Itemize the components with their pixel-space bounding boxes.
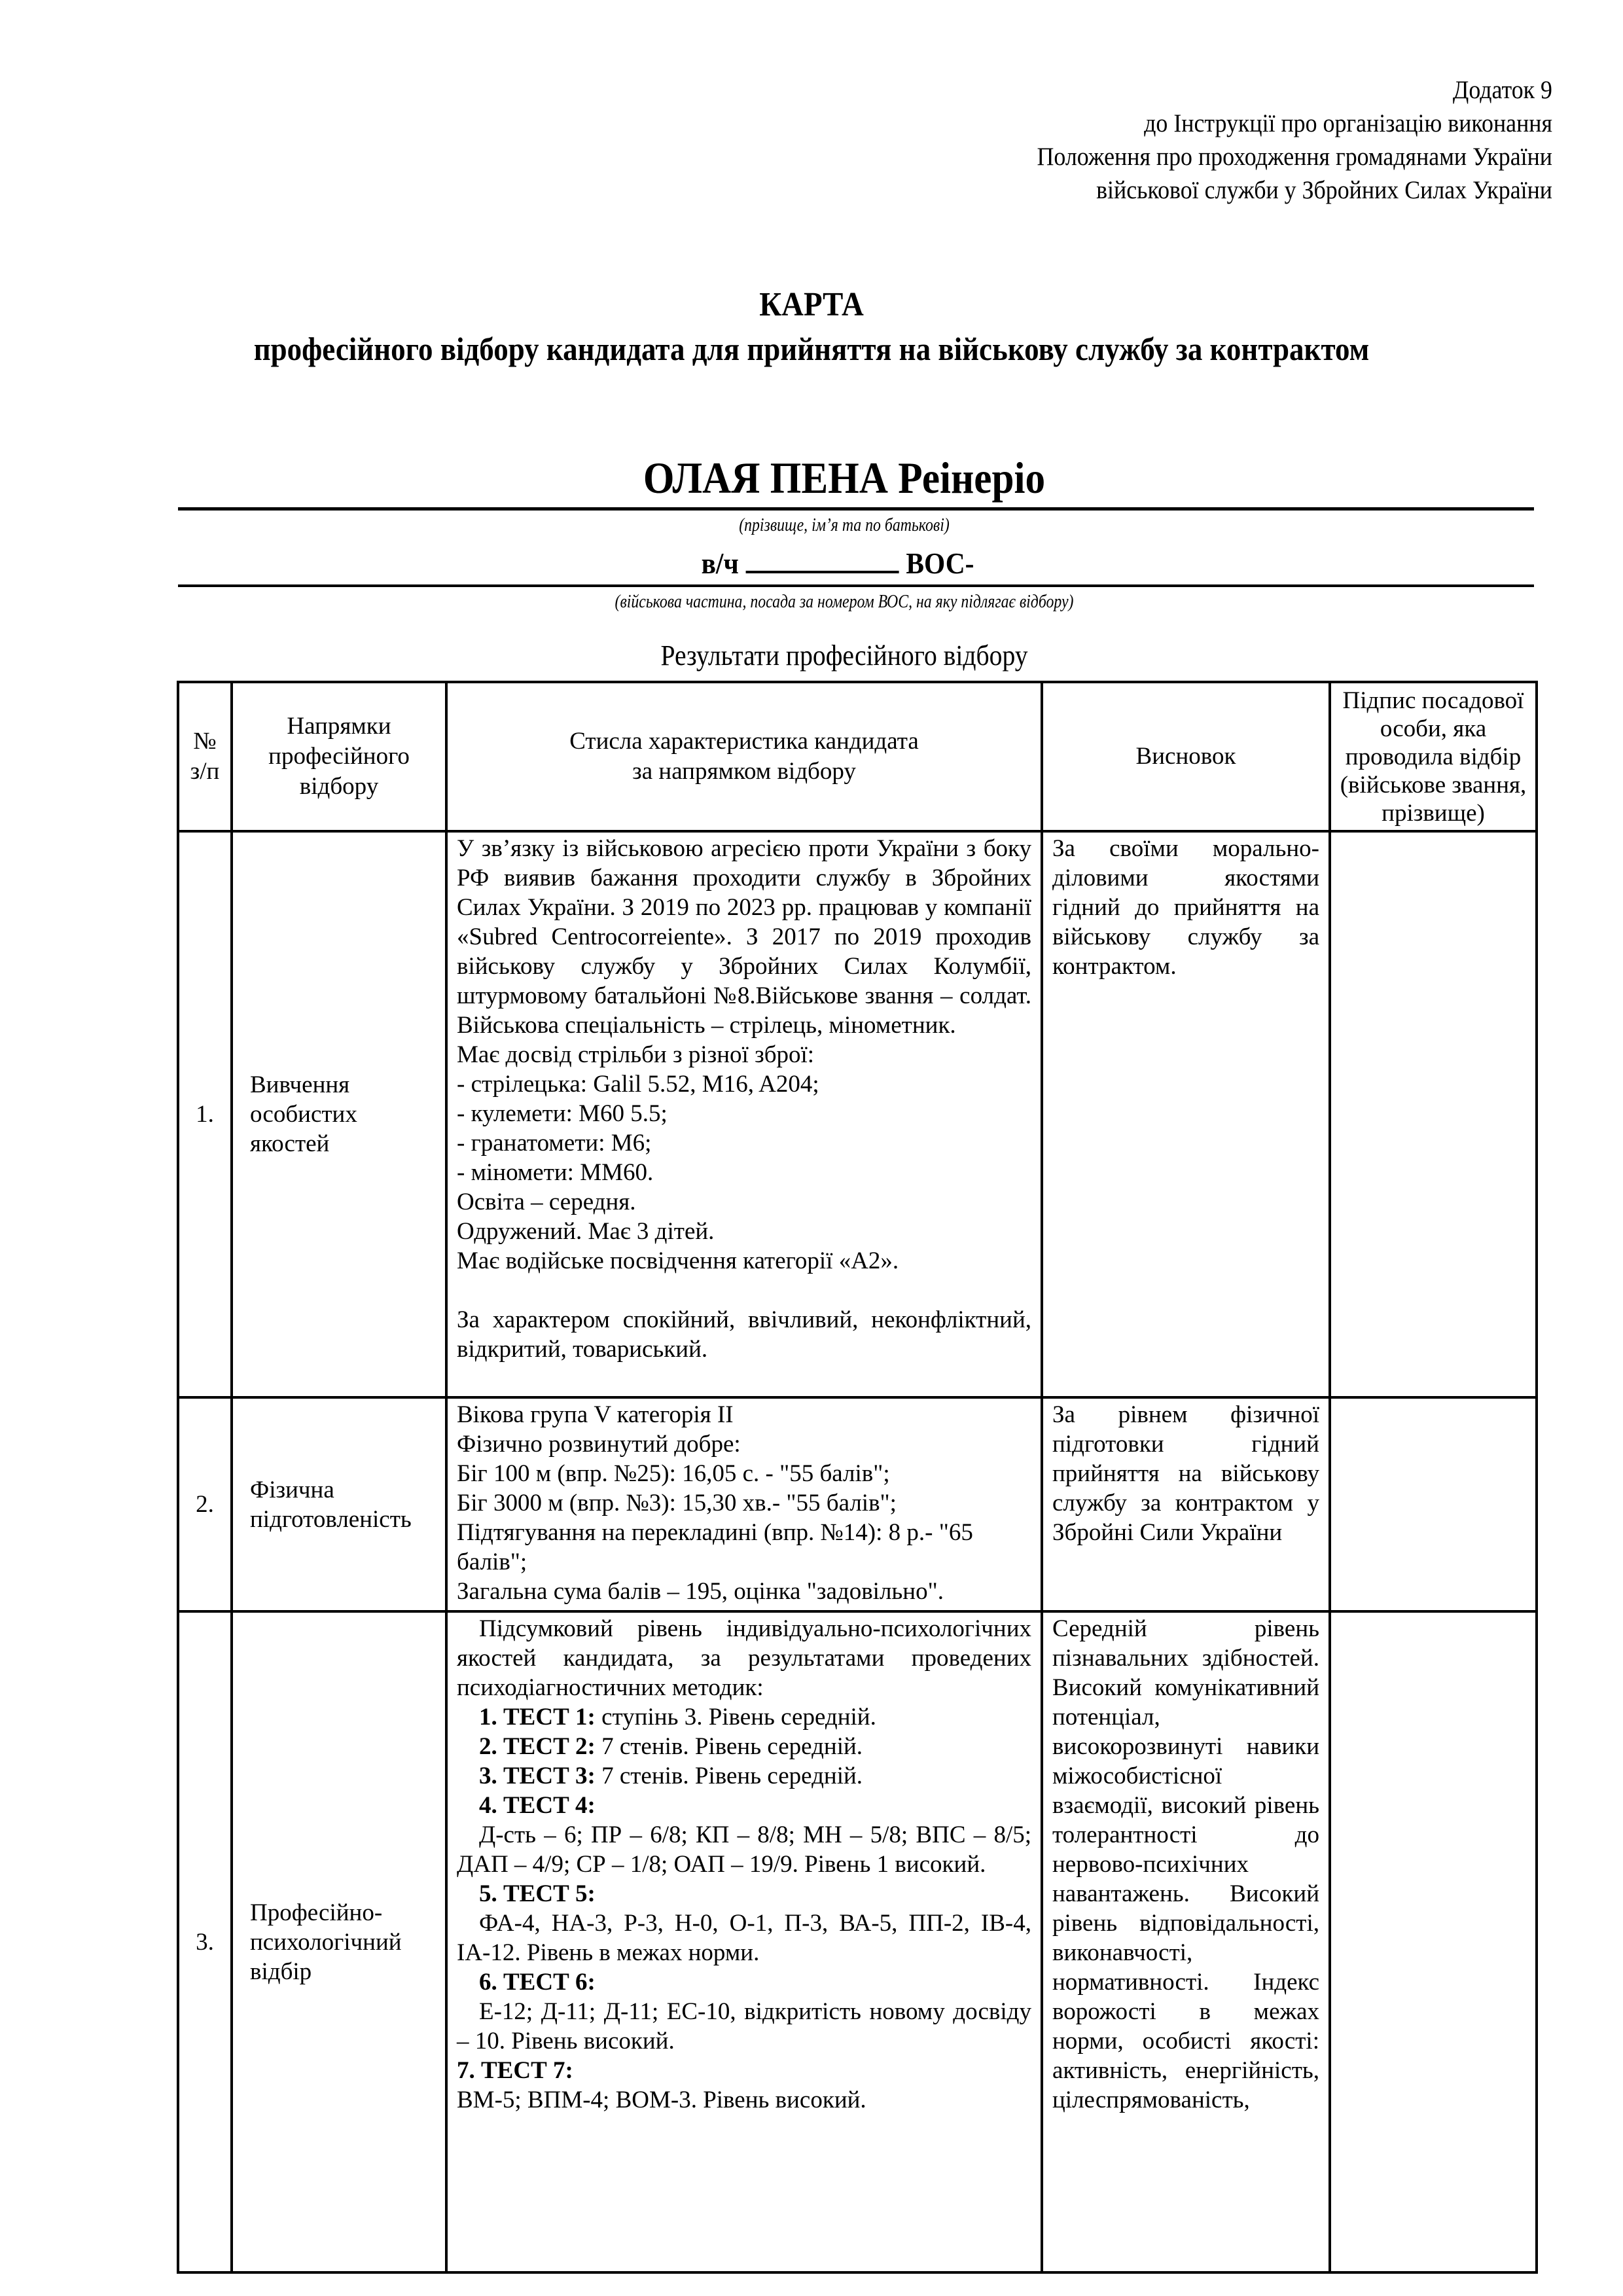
characteristic-line: - міномети: MM60. bbox=[457, 1159, 654, 1186]
direction-text: підготовленість bbox=[250, 1505, 412, 1533]
unit-field[interactable] bbox=[746, 545, 899, 573]
header-text: проводила відбір bbox=[1345, 743, 1522, 770]
test-detail: Е-12; Д-11; Д-11; ЕС-10, відкритість новому досвіду – 10. Рівень високий. bbox=[457, 1998, 1031, 2054]
row-direction bbox=[232, 831, 446, 1397]
annex-line: військової служби у Збройних Силах України bbox=[1096, 176, 1552, 204]
direction-text: Вивчення bbox=[250, 1071, 350, 1098]
characteristic-line: Вікова група V категорія ІІ bbox=[457, 1401, 734, 1428]
direction-text: якостей bbox=[250, 1130, 330, 1157]
annex-line: Додаток 9 bbox=[1452, 76, 1552, 104]
test-label: 7. ТЕСТ 7: bbox=[457, 2057, 573, 2084]
header-direction bbox=[232, 682, 446, 831]
header-text: особи, яка bbox=[1380, 715, 1487, 742]
characteristic-character: За характером спокійний, ввічливий, неконфліктний, відкритий, товариський. bbox=[457, 1306, 1031, 1363]
header-signature bbox=[1330, 682, 1537, 831]
header-text: за напрямком відбору bbox=[632, 758, 856, 785]
direction-text: особистих bbox=[250, 1101, 357, 1128]
test-detail: ФА-4, НА-3, Р-3, Н-0, О-1, П-3, ВА-5, ПП-2, ІВ-4, ІА-12. Рівень в межах норми. bbox=[457, 1910, 1031, 1966]
row-characteristic bbox=[446, 1397, 1042, 1611]
test-label: 6. ТЕСТ 6: bbox=[479, 1969, 596, 1996]
name-caption: (прізвище, ім’я та по батькові) bbox=[739, 515, 950, 535]
name-underline bbox=[178, 507, 1534, 511]
characteristic-line: - стрілецька: Galil 5.52, M16, A204; bbox=[457, 1071, 819, 1098]
characteristic-line: - гранатомети: M6; bbox=[457, 1130, 652, 1157]
test-label: 3. ТЕСТ 3: bbox=[479, 1763, 596, 1789]
row-characteristic bbox=[446, 831, 1042, 1397]
direction-text: Фізична bbox=[250, 1476, 334, 1503]
row-direction bbox=[232, 1397, 446, 1611]
annex-line: до Інструкції про організацію виконання bbox=[1144, 109, 1552, 137]
header-text: (військове звання, bbox=[1340, 771, 1527, 798]
row-conclusion bbox=[1042, 1611, 1330, 2272]
unit-caption: (військова частина, посада за номером ВОС, на яку підлягає відбору) bbox=[615, 592, 1074, 612]
vos-label: ВОС- bbox=[906, 547, 974, 580]
characteristic-line: Підтягування на перекладині (впр. №14): 8 р.- "65 балів"; bbox=[457, 1519, 973, 1575]
characteristic-line: Біг 3000 м (впр. №3): 15,30 хв.- "55 балів"; bbox=[457, 1490, 897, 1516]
row-number: 3. bbox=[178, 1611, 232, 2272]
table-row bbox=[178, 1611, 1537, 2272]
unit-underline bbox=[178, 584, 1534, 587]
test-detail: ВМ-5; ВПМ-4; ВОМ-3. Рівень високий. bbox=[457, 2087, 866, 2113]
conclusion-text: За рівнем фізичної підготовки гідний прийняття на військову службу за контрактом у Збройні Сили України bbox=[1052, 1401, 1319, 1546]
direction-text: психологічний bbox=[250, 1928, 402, 1956]
header-text: відбору bbox=[299, 773, 379, 800]
header-text: прізвище) bbox=[1382, 799, 1485, 827]
table-header-row bbox=[178, 682, 1537, 831]
characteristic-line: Фізично розвинутий добре: bbox=[457, 1431, 741, 1458]
test-label: 2. ТЕСТ 2: bbox=[479, 1733, 596, 1760]
test-item bbox=[457, 1702, 1031, 1732]
header-num bbox=[178, 682, 232, 831]
document-title: КАРТА bbox=[759, 286, 864, 323]
characteristic-line: Біг 100 м (впр. №25): 16,05 с. - "55 балів"; bbox=[457, 1460, 890, 1487]
characteristic-line: Загальна сума балів – 195, оцінка "задовільно". bbox=[457, 1578, 944, 1605]
characteristic-line: Одружений. Має 3 дітей. bbox=[457, 1218, 715, 1245]
document-subtitle: професійного відбору кандидата для прийняття на військову службу за контрактом bbox=[253, 331, 1370, 367]
results-title: Результати професійного відбору bbox=[660, 639, 1028, 672]
row-signature[interactable] bbox=[1330, 1611, 1537, 2272]
row-number: 2. bbox=[178, 1397, 232, 1611]
row-direction bbox=[232, 1611, 446, 2272]
unit-line bbox=[84, 545, 1592, 582]
header-text: Напрямки bbox=[287, 713, 391, 740]
characteristic-paragraph: У зв’язку із військовою агресією проти України з боку РФ виявив бажання проходити службу в Збройних Силах України. З 2019 по 2023 рр. працював у компанії «Subred Centrocorreiente». З 2017 по 2019 проходив військову службу у Збройних Силах Колумбії, штурмовому батальйоні №8.Військове звання – солдат. Військова спеціальність – стрілець, мінометник. bbox=[457, 835, 1031, 1039]
row-number: 1. bbox=[178, 831, 232, 1397]
conclusion-text: Середній рівень пізнавальних здібностей. Високий комунікативний потенціал, високорозвинуті навики міжособистісної взаємодії, високий рівень толерантності до нервово-психічних навантажень. Високий рівень відповідальності, виконавчості, нормативності. Індекс ворожості в межах норми, особисті якості: активність, енергійність, цілеспрямованість, bbox=[1052, 1615, 1319, 2113]
test-result: ступінь 3. Рівень середній. bbox=[595, 1704, 876, 1731]
test-result: 7 стенів. Рівень середній. bbox=[595, 1733, 863, 1760]
characteristic-line: - кулемети: M60 5.5; bbox=[457, 1100, 668, 1127]
test-detail: Д-сть – 6; ПР – 6/8; КП – 8/8; МН – 5/8; ВПС – 8/5; ДАП – 4/9; СР – 1/8; ОАП – 19/9. Рівень 1 високий. bbox=[457, 1821, 1031, 1878]
row-signature[interactable] bbox=[1330, 1397, 1537, 1611]
header-characteristic bbox=[446, 682, 1042, 831]
candidate-name: ОЛАЯ ПЕНА Реінеріо bbox=[643, 453, 1046, 503]
characteristic-line: Має водійське посвідчення категорії «А2». bbox=[457, 1247, 899, 1274]
test-item bbox=[457, 1761, 1031, 1791]
header-text: з/п bbox=[190, 758, 220, 785]
row-signature[interactable] bbox=[1330, 831, 1537, 1397]
table-row bbox=[178, 1397, 1537, 1611]
header-text: Стисла характеристика кандидата bbox=[569, 728, 919, 755]
table-row bbox=[178, 831, 1537, 1397]
row-conclusion bbox=[1042, 831, 1330, 1397]
characteristic-intro: Підсумковий рівень індивідуально-психологічних якостей кандидата, за результатами проведених психодіагностичних методик: bbox=[457, 1615, 1031, 1701]
direction-text: Професійно- bbox=[250, 1899, 383, 1926]
test-result: 7 стенів. Рівень середній. bbox=[595, 1763, 863, 1789]
test-label: 5. ТЕСТ 5: bbox=[479, 1880, 596, 1907]
test-label: 4. ТЕСТ 4: bbox=[479, 1792, 596, 1819]
unit-label: в/ч bbox=[701, 547, 739, 580]
conclusion-text: За своїми морально-діловими якостями гідний до прийняття на військову службу за контрактом. bbox=[1052, 835, 1319, 980]
characteristic-line: Має досвід стрільби з різної зброї: bbox=[457, 1041, 815, 1068]
annex-line: Положення про проходження громадянами України bbox=[1037, 143, 1552, 171]
test-item bbox=[457, 1732, 1031, 1761]
row-conclusion bbox=[1042, 1397, 1330, 1611]
direction-text: відбір bbox=[250, 1958, 312, 1985]
header-text: Підпис посадової bbox=[1342, 687, 1524, 714]
results-table bbox=[177, 681, 1538, 2274]
header-conclusion: Висновок bbox=[1042, 682, 1330, 831]
annex-reference bbox=[830, 73, 1552, 207]
test-label: 1. ТЕСТ 1: bbox=[479, 1704, 596, 1731]
characteristic-line: Освіта – середня. bbox=[457, 1189, 636, 1215]
header-text: професійного bbox=[268, 743, 410, 770]
header-text: № bbox=[193, 728, 217, 755]
row-characteristic bbox=[446, 1611, 1042, 2272]
